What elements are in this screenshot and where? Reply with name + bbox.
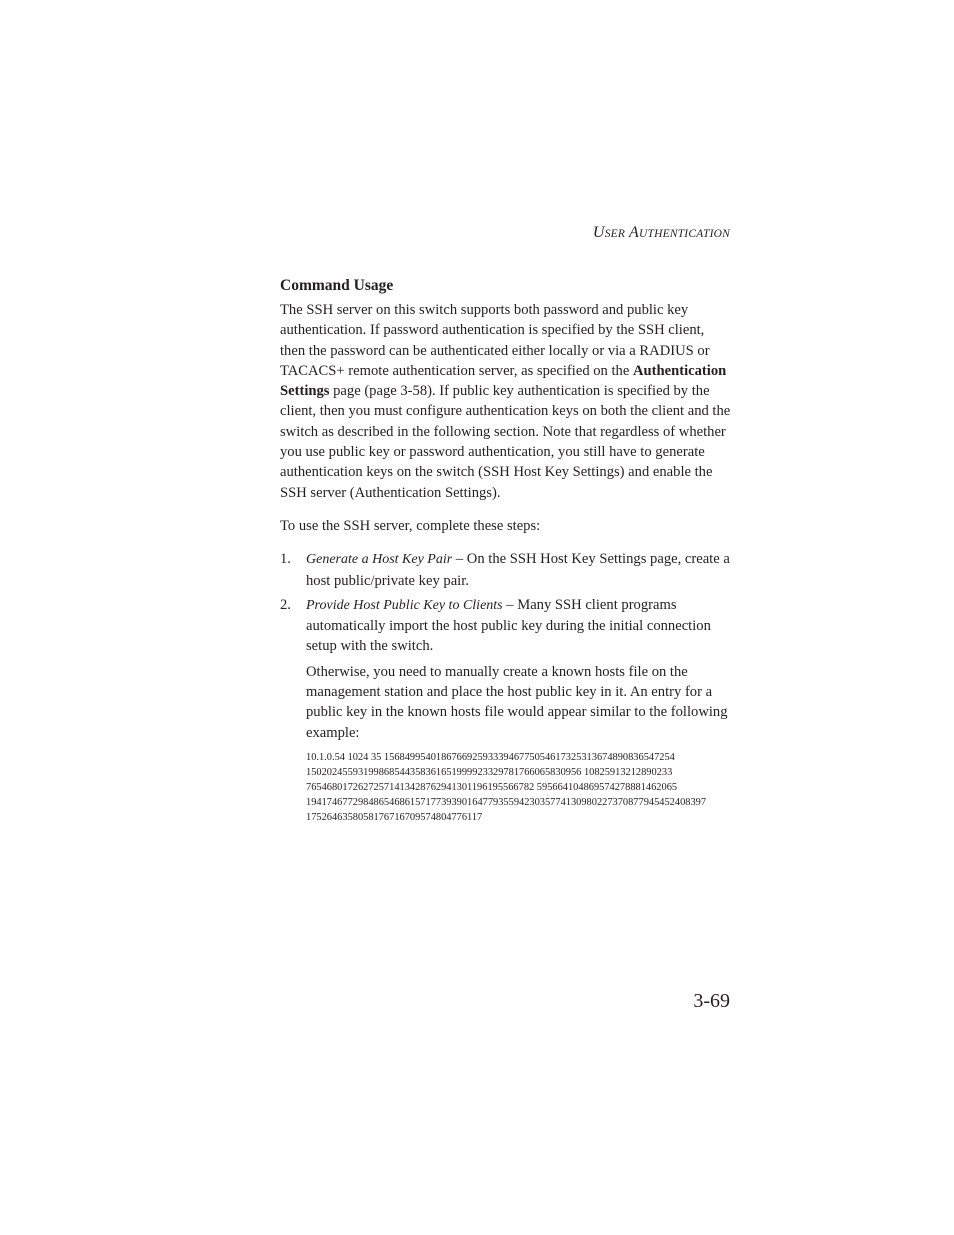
authentication-settings-reference: Authentication Settings [280, 362, 727, 400]
step-item [280, 549, 732, 591]
running-head-initial-a: A [629, 224, 639, 241]
running-header [593, 224, 730, 242]
step-body [306, 549, 732, 591]
step-body [306, 595, 732, 657]
paragraph-text-part1: The SSH server on this switch supports both password and public key authentication. If password authentication is specified by the SSH client, then the password can be authenticated either locally or via a RADIUS or TACACS+ remote authentication server, as specified on the [280, 302, 710, 379]
step-title: Generate a Host Key Pair [306, 552, 453, 568]
example-line: 19417467729848654686157177393901647793559423035774130980227370877945452408397 [306, 796, 707, 808]
running-head-rest-authentication: UTHENTICATION [639, 228, 730, 240]
step2-followup-paragraph: Otherwise, you need to manually create a known hosts file on the management station and place the host public key in it. An entry for a public key in the known hosts file would appear similar to the following example: [306, 663, 728, 741]
step-item [280, 595, 732, 657]
page-number: 3-69 [693, 990, 730, 1012]
section-heading: Command Usage [280, 277, 394, 294]
known-hosts-example [306, 750, 732, 825]
step-text: – Many SSH client programs automatically import the host public key during the initial connection setup with the switch. [306, 596, 711, 655]
page-content [280, 276, 732, 825]
step-title: Provide Host Public Key to Clients [306, 597, 503, 613]
command-usage-paragraph [280, 300, 732, 503]
example-line: 1752646358058176716709574804776117 [306, 811, 483, 823]
steps-intro: To use the SSH server, complete these steps: [280, 517, 541, 534]
step-text: – On the SSH Host Key Settings page, create a host public/private key pair. [306, 551, 730, 589]
example-line: 76546801726272571413428762941301196195566782 595664104869574278881462065 [306, 781, 678, 793]
step-number: 2. [280, 596, 291, 613]
example-line: 15020245593199868544358361651999923329781766065830956 10825913212890233 [306, 766, 673, 778]
example-line: 10.1.0.54 1024 35 15684995401867669259333946775054617325313674890836547254 [306, 751, 675, 763]
step-number: 1. [280, 551, 291, 568]
paragraph-text-part2: page (page 3-58). If public key authentication is specified by the client, then you must configure authentication keys on both the client and the switch as described in the following section. Note that regardless of whether you use public key or password authentication, you still have to generate authentication keys on the switch (SSH Host Key Settings) and enable the SSH server (Authentication Settings). [280, 383, 731, 501]
running-head-rest-user: SER [604, 228, 626, 240]
running-head-initial-u: U [592, 224, 605, 241]
